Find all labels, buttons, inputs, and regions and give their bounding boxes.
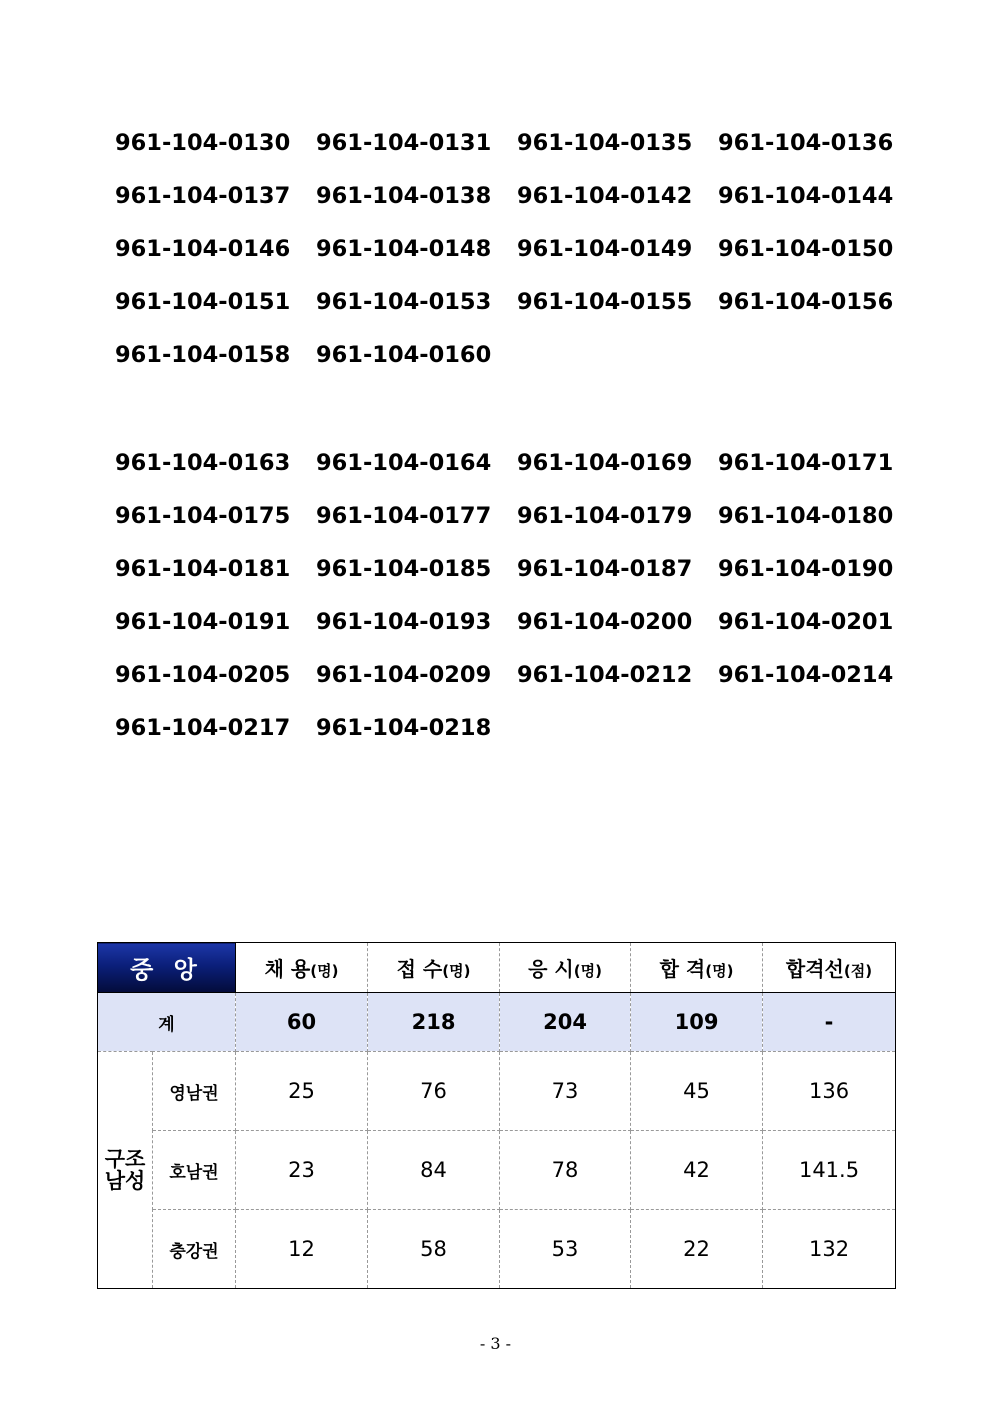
value-cell: 22 xyxy=(631,1210,763,1289)
pass-number: 961-104-0212 xyxy=(517,662,693,688)
value-cell: 25 xyxy=(236,1052,368,1131)
value-cell: 42 xyxy=(631,1131,763,1210)
pass-number: 961-104-0136 xyxy=(718,130,894,156)
header-cell: 합격선(점) xyxy=(763,943,896,993)
results-table xyxy=(97,942,896,1289)
pass-number: 961-104-0177 xyxy=(316,503,492,529)
pass-number: 961-104-0180 xyxy=(718,503,894,529)
value-cell: 78 xyxy=(500,1131,631,1210)
pass-number: 961-104-0142 xyxy=(517,183,693,209)
pass-number: 961-104-0164 xyxy=(316,450,492,476)
region-label: 호남권 xyxy=(153,1131,236,1210)
pass-number: 961-104-0131 xyxy=(316,130,492,156)
total-cell: 60 xyxy=(236,993,368,1052)
header-cell: 응 시(명) xyxy=(500,943,631,993)
header-cell: 접 수(명) xyxy=(368,943,500,993)
pass-number: 961-104-0201 xyxy=(718,609,894,635)
pass-number: 961-104-0200 xyxy=(517,609,693,635)
value-cell: 136 xyxy=(763,1052,896,1131)
table-row xyxy=(98,1052,896,1131)
header-cell: 합 격(명) xyxy=(631,943,763,993)
pass-number: 961-104-0169 xyxy=(517,450,693,476)
pass-number: 961-104-0148 xyxy=(316,236,492,262)
total-label: 계 xyxy=(98,993,236,1052)
page-number: - 3 - xyxy=(479,1334,512,1353)
pass-number: 961-104-0144 xyxy=(718,183,894,209)
value-cell: 132 xyxy=(763,1210,896,1289)
total-cell: 218 xyxy=(368,993,500,1052)
pass-number: 961-104-0135 xyxy=(517,130,693,156)
total-cell: 204 xyxy=(500,993,631,1052)
table-row xyxy=(98,1131,896,1210)
pass-number: 961-104-0137 xyxy=(115,183,291,209)
value-cell: 45 xyxy=(631,1052,763,1131)
total-cell: - xyxy=(763,993,896,1052)
table-header-row xyxy=(98,943,896,993)
pass-number: 961-104-0138 xyxy=(316,183,492,209)
pass-number: 961-104-0181 xyxy=(115,556,291,582)
pass-number: 961-104-0175 xyxy=(115,503,291,529)
corner-label: 중 앙 xyxy=(98,943,236,993)
pass-number: 961-104-0155 xyxy=(517,289,693,315)
value-cell: 73 xyxy=(500,1052,631,1131)
total-row xyxy=(98,993,896,1052)
pass-number: 961-104-0218 xyxy=(316,715,492,741)
value-cell: 76 xyxy=(368,1052,500,1131)
pass-number: 961-104-0151 xyxy=(115,289,291,315)
group-label: 구조 남성 xyxy=(98,1052,153,1289)
pass-number: 961-104-0179 xyxy=(517,503,693,529)
pass-number: 961-104-0193 xyxy=(316,609,492,635)
pass-number: 961-104-0158 xyxy=(115,342,291,368)
pass-number: 961-104-0156 xyxy=(718,289,894,315)
pass-number: 961-104-0149 xyxy=(517,236,693,262)
region-label: 충강권 xyxy=(153,1210,236,1289)
table-row xyxy=(98,1210,896,1289)
pass-number: 961-104-0187 xyxy=(517,556,693,582)
value-cell: 12 xyxy=(236,1210,368,1289)
region-label: 영남권 xyxy=(153,1052,236,1131)
pass-number: 961-104-0153 xyxy=(316,289,492,315)
pass-number: 961-104-0217 xyxy=(115,715,291,741)
total-cell: 109 xyxy=(631,993,763,1052)
pass-number: 961-104-0190 xyxy=(718,556,894,582)
value-cell: 53 xyxy=(500,1210,631,1289)
pass-number: 961-104-0185 xyxy=(316,556,492,582)
pass-number: 961-104-0214 xyxy=(718,662,894,688)
pass-number: 961-104-0150 xyxy=(718,236,894,262)
pass-number: 961-104-0130 xyxy=(115,130,291,156)
pass-number: 961-104-0163 xyxy=(115,450,291,476)
value-cell: 141.5 xyxy=(763,1131,896,1210)
pass-number: 961-104-0209 xyxy=(316,662,492,688)
pass-number-list-2 xyxy=(115,448,919,766)
pass-number: 961-104-0146 xyxy=(115,236,291,262)
header-cell: 채 용(명) xyxy=(236,943,368,993)
pass-number-list-1 xyxy=(115,128,919,393)
pass-number: 961-104-0160 xyxy=(316,342,492,368)
value-cell: 84 xyxy=(368,1131,500,1210)
pass-number: 961-104-0205 xyxy=(115,662,291,688)
pass-number: 961-104-0171 xyxy=(718,450,894,476)
pass-number: 961-104-0191 xyxy=(115,609,291,635)
value-cell: 23 xyxy=(236,1131,368,1210)
value-cell: 58 xyxy=(368,1210,500,1289)
